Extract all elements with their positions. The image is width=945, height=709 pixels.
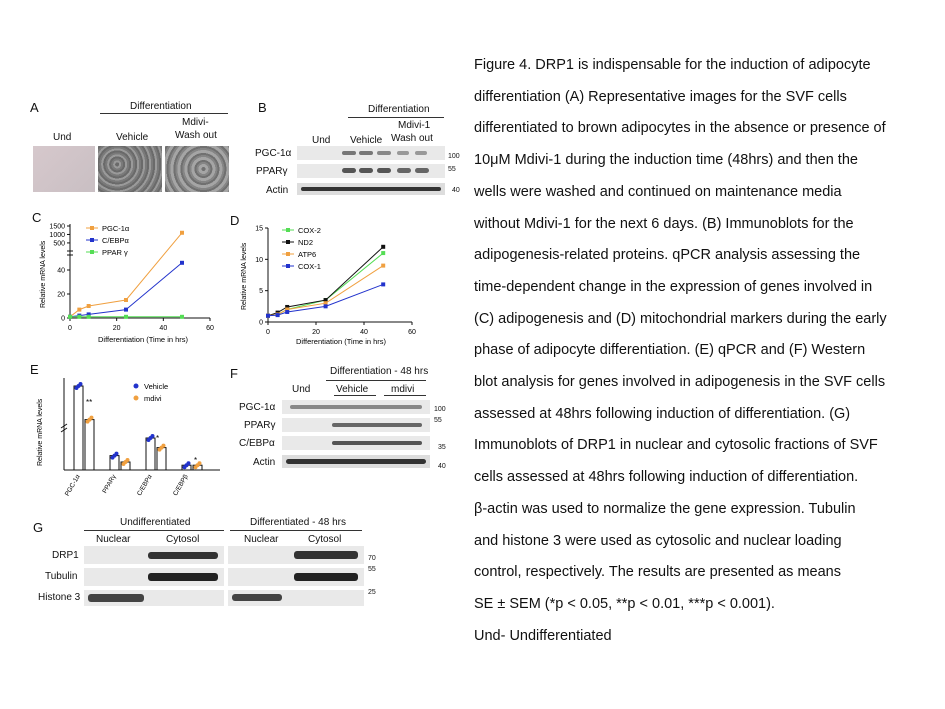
blot-g-drp1-diff — [228, 546, 364, 564]
chart-d-legend-label: COX-2 — [298, 226, 321, 235]
panel-f-row-actin: Actin — [253, 457, 276, 468]
chart-d-xtick-label: 60 — [408, 329, 416, 336]
chart-c-point — [180, 231, 184, 235]
panel-a-header-rule — [100, 113, 228, 114]
chart-c-xlabel: Differentiation (Time in hrs) — [98, 335, 189, 344]
chart-d-point — [266, 314, 270, 318]
panel-b-und: Und — [312, 135, 331, 146]
chart-d-ytick-label: 0 — [259, 319, 263, 327]
panel-g-cytosol-2: Cytosol — [308, 534, 342, 545]
chart-e-legend-label: mdivi — [144, 394, 162, 403]
caption-line: Und- Undifferentiated — [474, 627, 612, 644]
panel-g-header-undiff-rule — [84, 530, 224, 531]
panel-f-mw-100: 100 — [434, 406, 446, 413]
blot-f-ppary — [282, 418, 430, 432]
chart-e-point — [187, 461, 191, 465]
caption-line: blot analysis for genes involved in adipogenesis in the SVF cells — [474, 374, 886, 390]
chart-d-point — [381, 251, 385, 255]
blot-f-pgc1a — [282, 400, 430, 414]
panel-g-header-diff: Differentiated - 48 hrs — [250, 517, 346, 528]
chart-c-ytick-label: 500 — [53, 240, 65, 248]
caption-line: adipogenesis-related proteins. qPCR analysis assessing the — [474, 247, 861, 264]
panel-b-row-actin: Actin — [266, 185, 289, 196]
panel-b-vehicle: Vehicle — [350, 135, 383, 146]
chart-d-legend-marker — [286, 240, 290, 244]
panel-a-mdivi-line2: Wash out — [175, 130, 217, 141]
panel-a-mdivi-line1: Mdivi- — [182, 117, 209, 128]
chart-d-legend-label: ATP6 — [298, 250, 317, 259]
panel-e-label: E — [30, 362, 39, 377]
panel-b-row-ppary: PPARγ — [256, 166, 288, 177]
blot-b-pgc1a — [297, 146, 445, 160]
chart-d-point — [381, 245, 385, 249]
chart-c-point — [180, 261, 184, 265]
chart-c-ytick-label: 0 — [61, 315, 65, 323]
panel-f-mw-40: 40 — [438, 463, 446, 470]
chart-d-legend-label: COX-1 — [298, 262, 321, 271]
caption-line: SE ± SEM (*p < 0.05, **p < 0.01, ***p < 0.001). — [474, 595, 775, 612]
panel-g-header-undiff: Undifferentiated — [120, 517, 191, 528]
panel-f-vehicle: Vehicle — [336, 384, 369, 395]
panel-f-label: F — [230, 366, 238, 381]
chart-c-ylabel: Relative mRNA levels — [40, 240, 47, 308]
blot-g-histone-diff — [228, 590, 364, 606]
panel-f-mw-55: 55 — [434, 417, 442, 424]
chart-c-ytick-label: 20 — [57, 291, 65, 299]
chart-e-legend-marker — [134, 384, 139, 389]
blot-g-drp1-undiff — [84, 546, 224, 564]
caption-line: assessed at 48hrs following induction of differentiation. (G) — [474, 405, 851, 422]
panel-g-mw-70: 70 — [368, 555, 376, 562]
chart-e-point — [151, 434, 155, 438]
chart-d-xtick-label: 20 — [312, 329, 320, 336]
panel-b-row-pgc1a: PGC-1α — [255, 148, 292, 159]
chart-c-point — [87, 315, 91, 319]
chart-c-ytick-label: 1500 — [49, 223, 65, 231]
chart-e-legend-marker — [134, 396, 139, 401]
chart-e-point — [198, 461, 202, 465]
panel-c-label: C — [32, 210, 42, 225]
blot-b-actin — [297, 183, 445, 195]
caption-line: cells assessed at 48hrs following induction of differentiation. — [474, 469, 859, 486]
chart-d-legend-marker — [286, 228, 290, 232]
chart-c-point — [77, 315, 81, 319]
chart-c-legend-marker — [90, 226, 94, 230]
chart-c-xtick-label: 0 — [68, 325, 72, 332]
panel-d-label: D — [230, 213, 240, 228]
chart-d-point — [324, 304, 328, 308]
chart-c-legend-label: C/EBPα — [102, 236, 129, 245]
micrograph-vehicle — [98, 146, 162, 192]
chart-c — [36, 214, 226, 346]
panel-g-row-drp1: DRP1 — [52, 550, 79, 561]
chart-e-point — [75, 386, 79, 390]
chart-e-point — [183, 465, 187, 469]
panel-f-mw-35: 35 — [438, 444, 446, 451]
caption-line: time-dependent change in the expression of genes involved in — [474, 278, 873, 295]
chart-d-ytick-label: 5 — [259, 288, 263, 296]
chart-e-bar — [85, 420, 94, 470]
caption-line: Figure 4. DRP1 is indispensable for the induction of adipocyte — [474, 57, 871, 73]
blot-g-tubulin-undiff — [84, 568, 224, 586]
chart-e-legend-label: Vehicle — [144, 382, 169, 391]
blot-f-actin — [282, 455, 430, 468]
caption-line: and histone 3 were used as cytosolic and nuclear loading — [474, 532, 842, 549]
blot-b-ppary — [297, 164, 445, 178]
chart-d-point — [381, 264, 385, 268]
chart-c-point — [87, 304, 91, 308]
chart-d-ylabel: Relative mRNA levels — [241, 242, 248, 310]
chart-d-xtick-label: 40 — [360, 329, 368, 336]
chart-c-point — [124, 298, 128, 302]
caption-line: 10μM Mdivi-1 during the induction time (48hrs) and then the — [474, 152, 858, 169]
chart-c-legend-marker — [90, 238, 94, 242]
panel-b-label: B — [258, 100, 267, 115]
chart-c-legend-label: PPAR γ — [102, 248, 128, 257]
chart-d-point — [276, 313, 280, 317]
panel-a-label: A — [30, 100, 39, 115]
chart-d-point — [381, 282, 385, 286]
panel-f-mdivi: mdivi — [391, 384, 415, 395]
chart-d-xtick-label: 0 — [266, 329, 270, 336]
panel-b-header-rule — [348, 117, 444, 118]
panel-b-mw-100: 100 — [448, 153, 460, 160]
chart-c-point — [77, 308, 81, 312]
chart-e-bar — [146, 438, 155, 470]
chart-d — [236, 216, 432, 350]
chart-d-xlabel: Differentiation (Time in hrs) — [296, 337, 387, 346]
panel-g-mw-55: 55 — [368, 566, 376, 573]
panel-b-mw-40: 40 — [452, 187, 460, 194]
panel-b-mw-55: 55 — [448, 166, 456, 173]
chart-e-point — [122, 462, 126, 466]
chart-d-legend-marker — [286, 264, 290, 268]
panel-a-header: Differentiation — [130, 101, 192, 112]
caption-line: control, respectively. The results are presented as means — [474, 564, 841, 581]
panel-f-row-cebpa: C/EBPα — [239, 438, 275, 449]
caption-line: differentiated to brown adipocytes in the absence or presence of — [474, 120, 886, 137]
chart-e-point — [162, 444, 166, 448]
caption-line: β-actin was used to normalize the gene expression. Tubulin — [474, 500, 856, 517]
micrograph-und — [33, 146, 95, 192]
chart-e-category-label: PGC-1α — [63, 473, 82, 498]
chart-e-star-pgc: ** — [86, 398, 93, 407]
chart-e-category-label: PPARγ — [101, 473, 118, 495]
panel-f-vehicle-rule — [334, 395, 376, 396]
panel-g-row-histone: Histone 3 — [38, 592, 81, 603]
chart-d-legend-label: ND2 — [298, 238, 314, 247]
panel-f-header-rule — [326, 380, 426, 381]
caption-line: wells were washed and continued on maintenance media — [474, 183, 842, 200]
chart-e — [34, 366, 230, 508]
chart-c-legend-marker — [90, 250, 94, 254]
chart-e-point — [111, 456, 115, 460]
chart-c-xtick-label: 40 — [159, 325, 168, 332]
panel-f-mdivi-rule — [384, 395, 426, 396]
panel-b-mdivi-line2: Wash out — [391, 133, 433, 144]
panel-f-row-pgc1a: PGC-1α — [239, 402, 276, 413]
blot-g-tubulin-diff — [228, 568, 364, 586]
chart-e-category-label: C/EBPβ — [172, 473, 190, 498]
panel-g-label: G — [33, 520, 44, 535]
caption-line: (C) adipogenesis and (D) mitochondrial markers during the early — [474, 310, 887, 327]
chart-d-ytick-label: 10 — [255, 256, 263, 264]
chart-c-point — [124, 315, 128, 319]
chart-e-point — [194, 465, 198, 469]
blot-f-cebpa — [282, 436, 430, 450]
chart-e-ylabel: Relative mRNA levels — [37, 398, 44, 466]
panel-a-vehicle: Vehicle — [116, 132, 149, 143]
blot-g-histone-undiff — [84, 590, 224, 606]
micrograph-mdivi — [165, 146, 229, 192]
chart-d-legend-marker — [286, 252, 290, 256]
panel-f-und: Und — [292, 384, 311, 395]
chart-c-legend-label: PGC-1α — [102, 224, 130, 233]
panel-g-mw-25: 25 — [368, 589, 376, 596]
caption-line: differentiation (A) Representative images for the SVF cells — [474, 88, 847, 105]
chart-c-ytick-label: 40 — [57, 267, 65, 275]
chart-c-point — [180, 315, 184, 319]
chart-e-point — [115, 452, 119, 456]
chart-c-xtick-label: 60 — [206, 325, 214, 332]
chart-e-point — [147, 438, 151, 442]
chart-e-star-cebpa: * — [156, 434, 160, 443]
chart-e-star-cebpb: * — [194, 456, 198, 465]
chart-e-point — [79, 382, 83, 386]
panel-g-cytosol-1: Cytosol — [166, 534, 200, 545]
chart-e-point — [90, 416, 94, 420]
panel-b-mdivi-line1: Mdivi-1 — [398, 120, 431, 131]
panel-g-header-diff-rule — [230, 530, 362, 531]
panel-a-und: Und — [53, 132, 72, 143]
panel-g-nuclear-2: Nuclear — [244, 534, 279, 545]
chart-e-bar — [74, 386, 83, 470]
panel-b-header: Differentiation — [368, 104, 430, 115]
chart-c-point — [124, 308, 128, 312]
panel-f-header: Differentiation - 48 hrs — [330, 366, 429, 377]
chart-c-xtick-label: 20 — [112, 325, 121, 332]
caption-line: phase of adipocyte differentiation. (E) qPCR and (F) Western — [474, 342, 866, 359]
chart-c-point — [68, 315, 72, 319]
panel-f-row-ppary: PPARγ — [244, 420, 276, 431]
panel-g-nuclear-1: Nuclear — [96, 534, 131, 545]
chart-c-ytick-label: 1000 — [49, 231, 65, 239]
caption-line: Immunoblots of DRP1 in nuclear and cytosolic fractions of SVF — [474, 437, 878, 454]
caption-line: without Mdivi-1 for the next 6 days. (B) Immunoblots for the — [474, 215, 854, 232]
chart-e-category-label: C/EBPα — [136, 473, 154, 498]
chart-e-point — [126, 458, 130, 462]
chart-d-ytick-label: 15 — [255, 225, 263, 233]
panel-g-row-tubulin: Tubulin — [45, 571, 78, 582]
chart-d-point — [285, 310, 289, 314]
chart-e-point — [158, 448, 162, 452]
chart-e-point — [86, 420, 90, 424]
